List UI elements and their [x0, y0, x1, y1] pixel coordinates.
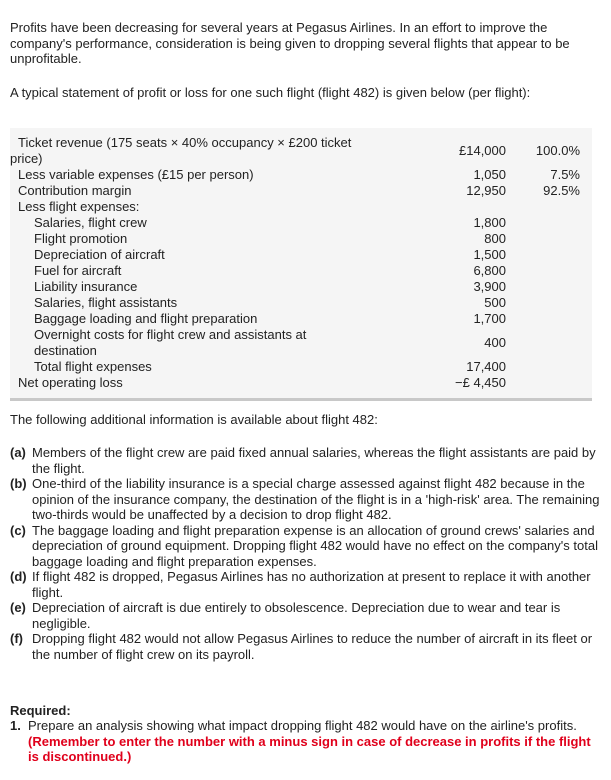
- task-text: Prepare an analysis showing what impact dropping flight 482 would have on the airline's profits.: [28, 718, 577, 733]
- variable-expenses-amount: 1,050: [473, 167, 506, 182]
- list-item-text: Depreciation of aircraft is due entirely to obsolescence. Depreciation due to wear and tear is negligible.: [32, 600, 561, 631]
- expense-amount: 1,500: [473, 247, 506, 262]
- list-item-text: One-third of the liability insurance is a special charge assessed against flight 482 because in the opinion of the insurance company, the destination of the flight is in a 'high-risk' area. The remaining two-thirds would be unaffected by a decision to drop flight 482.: [32, 476, 600, 522]
- list-item-text: If flight 482 is dropped, Pegasus Airlines has no authorization at present to replace it with another flight.: [32, 569, 591, 600]
- list-item: [10, 569, 600, 600]
- expense-label: Flight promotion: [34, 231, 128, 246]
- net-operating-loss-label: Net operating loss: [18, 375, 123, 390]
- ticket-revenue-pct: 100.0%: [535, 143, 580, 158]
- contribution-margin-label: Contribution margin: [18, 183, 132, 198]
- task-item: [10, 718, 600, 765]
- expense-label: Depreciation of aircraft: [34, 247, 165, 262]
- expense-amount: 3,900: [473, 279, 506, 294]
- list-item-tag: (b): [10, 476, 27, 491]
- task-note: (Remember to enter the number with a minus sign in case of decrease in profits if the flight is discontinued.): [28, 733, 591, 764]
- expense-label: Salaries, flight crew: [34, 215, 147, 230]
- list-item-tag: (d): [10, 569, 27, 584]
- list-item-tag: (c): [10, 522, 26, 538]
- variable-expenses-pct: 7.5%: [550, 167, 580, 182]
- ticket-revenue-label-cont: price): [10, 151, 43, 166]
- expense-amount: 800: [484, 231, 506, 246]
- overnight-costs-label: Overnight costs for flight crew and assistants at: [34, 327, 307, 342]
- list-item: [10, 476, 600, 523]
- expense-label: Liability insurance: [34, 279, 138, 294]
- list-item: [10, 523, 600, 570]
- task-number: 1.: [10, 718, 21, 733]
- contribution-margin-amount: 12,950: [466, 183, 506, 198]
- expense-label: Fuel for aircraft: [34, 263, 122, 278]
- expense-label: Baggage loading and flight preparation: [34, 311, 258, 326]
- list-item-tag: (f): [10, 631, 23, 646]
- additional-info-intro: The following additional information is available about flight 482:: [10, 412, 378, 427]
- overnight-costs-amount: 400: [484, 335, 506, 350]
- overnight-costs-label-cont: destination: [34, 343, 97, 358]
- expense-amount: 1,800: [473, 215, 506, 230]
- list-item: [10, 631, 600, 662]
- flight-expenses-label: Less flight expenses:: [18, 199, 140, 214]
- list-item-text: Dropping flight 482 would not allow Pegasus Airlines to reduce the number of aircraft in its fleet or the number of flight crew on its payroll.: [32, 631, 593, 662]
- variable-expenses-label: Less variable expenses (£15 per person): [18, 167, 254, 182]
- expense-amount: 500: [484, 295, 506, 310]
- intro-paragraph: Profits have been decreasing for several years at Pegasus Airlines. In an effort to improve the company's performance, consideration is being given to dropping several flights that appear to be unprofitable.: [10, 20, 570, 66]
- total-flight-expenses-amount: 17,400: [466, 359, 506, 374]
- statement-intro: A typical statement of profit or loss for one such flight (flight 482) is given below (per flight):: [10, 85, 531, 100]
- expense-amount: 1,700: [473, 311, 506, 326]
- list-item-text: The baggage loading and flight preparation expense is an allocation of ground crews' salaries and depreciation of ground equipment. Dropping flight 482 would have no effect on the company's total baggage loading and flight preparation expenses.: [32, 522, 598, 569]
- net-operating-loss-amount: −£ 4,450: [455, 375, 506, 390]
- list-item-tag: (a): [10, 445, 26, 460]
- list-item-tag: (e): [10, 600, 26, 615]
- additional-info-list: [10, 445, 600, 662]
- list-item: [10, 445, 600, 476]
- required-heading: Required:: [10, 703, 71, 718]
- list-item: [10, 600, 600, 631]
- expense-label: Salaries, flight assistants: [34, 295, 178, 310]
- ticket-revenue-amount: £14,000: [459, 143, 506, 158]
- profit-loss-statement: [10, 128, 592, 401]
- expense-amount: 6,800: [473, 263, 506, 278]
- list-item-text: Members of the flight crew are paid fixed annual salaries, whereas the flight assistants are paid by the flight.: [32, 445, 596, 476]
- contribution-margin-pct: 92.5%: [543, 183, 580, 198]
- ticket-revenue-label: Ticket revenue (175 seats × 40% occupancy × £200 ticket: [18, 135, 352, 150]
- total-flight-expenses-label: Total flight expenses: [34, 359, 152, 374]
